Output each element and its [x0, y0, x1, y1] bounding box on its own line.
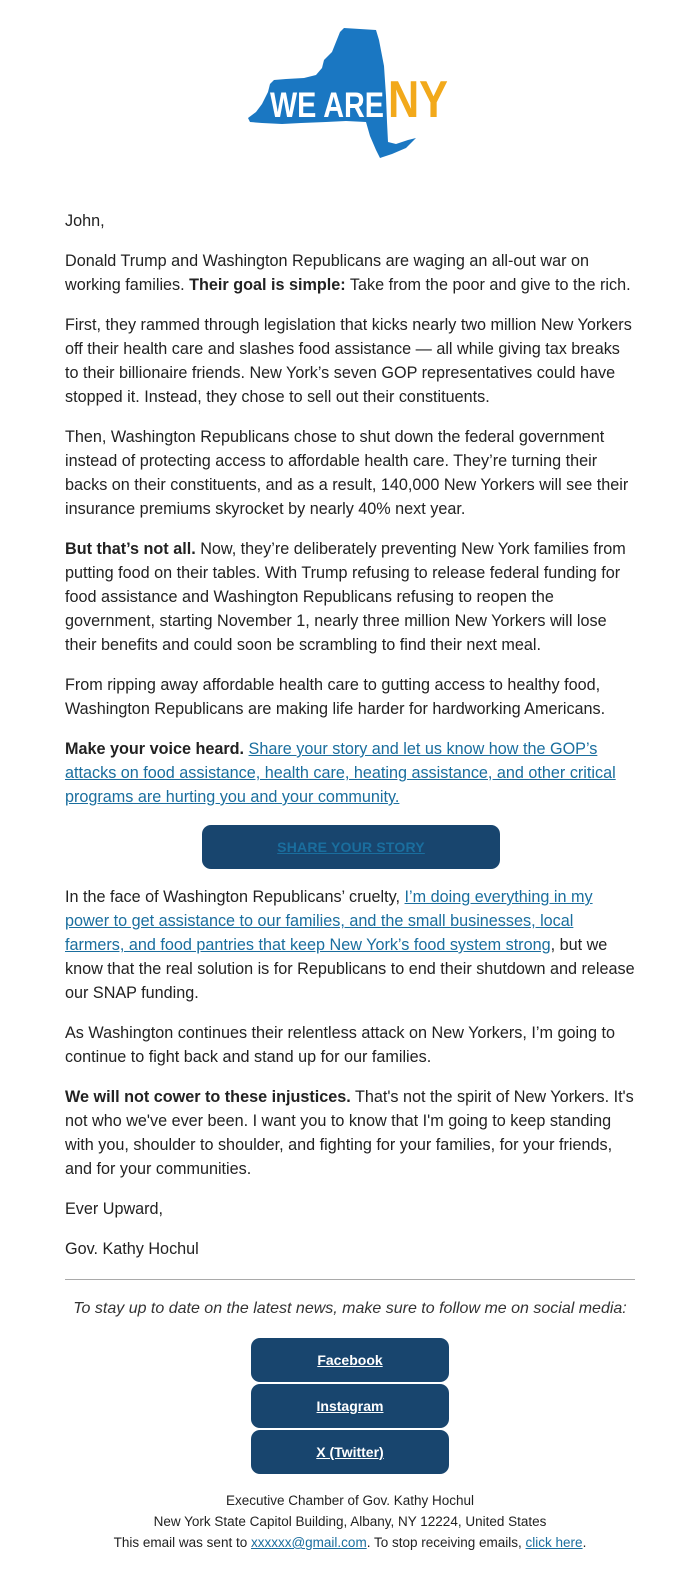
paragraph-7 [65, 885, 637, 1005]
paragraph-8: As Washington continues their relentless attack on New Yorkers, I’m going to continue to fight back and stand up for our families. [65, 1024, 616, 1066]
paragraph-2: First, they rammed through legislation that kicks nearly two million New Yorkers off their health care and slashes food assistance — all while giving tax breaks to their billionaire friends. New York’s seven GOP representatives could have stopped it. Instead, they chose to sell out their constituents. [65, 316, 632, 406]
assistance-link[interactable]: I’m doing everything in my power to get assistance to our families, and the small businesses, local farmers, and food pantries that keep New York’s food system strong [65, 888, 593, 954]
p9-bold: We will not cower to these injustices. [65, 1088, 351, 1106]
footer-recipient [0, 1532, 700, 1553]
p4-text: Now, they’re deliberately preventing New York families from putting food on their tables. With Trump refusing to release federal funding for food assistance and Washington Republicans refusing to reopen the government, starting November 1, nearly three million New Yorkers will lose their benefits and could soon be scrambling to find their next meal. [65, 540, 626, 654]
footer [0, 1490, 700, 1553]
footer-org: Executive Chamber of Gov. Kathy Hochul [225, 1493, 475, 1508]
p7-text-b: , but we know that the real solution is for Republicans to end their shutdown and release our SNAP funding. [65, 936, 635, 1002]
logo-ny: NY [388, 71, 448, 129]
p7-text-a: In the face of Washington Republicans’ cruelty, [65, 888, 405, 906]
paragraph-4 [65, 537, 637, 657]
instagram-button[interactable]: Instagram [251, 1384, 449, 1428]
footer-period: . [582, 1535, 587, 1550]
footer-stop-text: . To stop receiving emails, [366, 1535, 526, 1550]
facebook-button[interactable]: Facebook [251, 1338, 449, 1382]
greeting: John, [65, 212, 105, 230]
x-twitter-button[interactable]: X (Twitter) [251, 1430, 449, 1474]
p6-bold: Make your voice heard. [65, 740, 245, 758]
p1-bold: Their goal is simple: [189, 276, 346, 294]
p1-text-b: Take from the poor and give to the rich. [345, 276, 631, 294]
paragraph-1 [65, 249, 637, 297]
divider [65, 1279, 635, 1280]
social-prompt: To stay up to date on the latest news, make sure to follow me on social media: [73, 1300, 627, 1317]
signature: Gov. Kathy Hochul [65, 1240, 199, 1258]
paragraph-5: From ripping away affordable health care to gutting access to healthy food, Washington Republicans are making life harder for hardworking Americans. [65, 676, 606, 718]
recipient-email-link[interactable]: xxxxxx@gmail.com [250, 1535, 367, 1550]
letter-content [65, 209, 637, 1277]
logo-we-are: WE ARE [270, 86, 384, 125]
closing: Ever Upward, [65, 1200, 164, 1218]
share-story-link[interactable]: Share your story and let us know how the GOP’s attacks on food assistance, health care, heating assistance, and other critical programs are hurting you and your community. [65, 740, 616, 806]
p1-text-a: Donald Trump and Washington Republicans are waging an all-out war on working families. [65, 252, 589, 294]
paragraph-9 [65, 1085, 637, 1181]
p9-text: That's not the spirit of New Yorkers. It's not who we've ever been. I want you to know that I'm going to keep standing with you, shoulder to shoulder, and fighting for your families, for your friends, and for your communities. [65, 1088, 634, 1178]
p4-bold: But that’s not all. [65, 540, 196, 558]
share-your-story-button[interactable]: SHARE YOUR STORY [202, 825, 500, 869]
paragraph-6 [65, 737, 637, 809]
paragraph-3: Then, Washington Republicans chose to shut down the federal government instead of protecting access to affordable health care. They’re turning their backs on their constituents, and as a result, 140,000 New Yorkers will see their insurance premiums skyrocket by nearly 40% next year. [65, 428, 629, 518]
unsubscribe-link[interactable]: click here [525, 1535, 583, 1550]
cta-row [65, 825, 637, 869]
we-are-ny-logo [246, 26, 456, 162]
footer-address: New York State Capitol Building, Albany, NY 12224, United States [153, 1514, 547, 1529]
footer-sent-text: This email was sent to [113, 1535, 251, 1550]
